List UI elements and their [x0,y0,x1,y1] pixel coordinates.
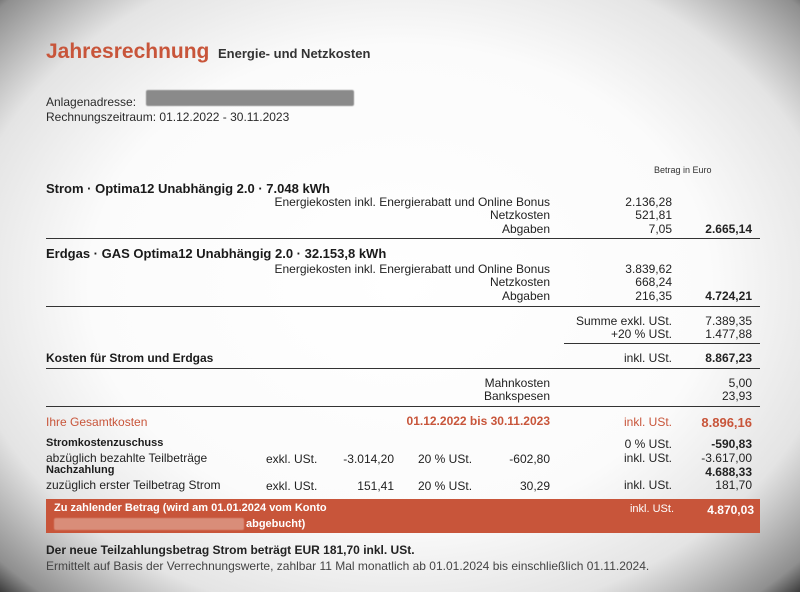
strom-total: 2.665,14 [705,222,752,236]
strom-row-label: Abgaben [501,222,550,236]
redacted-address [146,90,354,106]
erster-teilbetrag-value: 181,70 [715,478,752,492]
sum-excl-label: Summe exkl. USt. [575,314,672,328]
amount-column-header: Betrag in Euro [654,165,712,175]
teilbetraege-vat: -602,80 [509,452,550,466]
nachzahlung-label: Nachzahlung [46,464,115,476]
amount-due-label-end: abgebucht) [246,518,306,530]
new-installment-note: Der neue Teilzahlungsbetrag Strom beträgt EUR 181,70 inkl. USt. [46,543,415,557]
erdgas-row-label: Energiekosten inkl. Energierabatt und Online Bonus [274,262,550,276]
nachzahlung-value: 4.688,33 [705,465,752,479]
vat-value: 1.477,88 [705,327,752,341]
erster-teilbetrag-label: zuzüglich erster Teilbetrag Strom [46,478,221,492]
gesamt-tax: inkl. USt. [623,415,672,429]
amount-due-value: 4.870,03 [707,503,754,517]
invoice-title: Jahresrechnung [46,40,210,63]
teilbetraege-vat-label: 20 % USt. [418,452,473,466]
invoice-subtitle: Energie- und Netzkosten [218,46,371,61]
strom-row-label: Netzkosten [489,208,550,222]
vat-label: +20 % USt. [610,327,672,341]
divider [46,368,760,369]
erdgas-row-value: 668,24 [635,275,672,289]
divider [46,406,760,407]
sum-excl-value: 7.389,35 [705,314,752,328]
billing-period: Rechnungszeitraum: 01.12.2022 - 30.11.2023 [46,110,290,124]
erdgas-row-label: Abgaben [501,289,550,303]
strom-row-value: 7,05 [648,222,672,236]
strom-row-value: 521,81 [635,208,672,222]
teilbetraege-excl: exkl. USt. [266,452,318,466]
strom-row-label: Energiekosten inkl. Energierabatt und Online Bonus [274,195,550,209]
bankspesen-label: Bankspesen [483,389,550,403]
amount-due-tax: inkl. USt. [629,503,674,515]
erster-teilbetrag-vat-label: 20 % USt. [418,479,473,493]
gesamt-label: Ihre Gesamtkosten [46,415,148,429]
erster-teilbetrag-net: 151,41 [357,479,394,493]
zuschuss-value: -590,83 [711,437,752,451]
divider [46,238,760,239]
address-label: Anlagenadresse: [46,95,137,109]
erdgas-row-value: 3.839,62 [625,262,672,276]
teilbetraege-tax: inkl. USt. [623,451,672,465]
erdgas-row-value: 216,35 [635,289,672,303]
teilbetraege-net: -3.014,20 [343,452,394,466]
erdgas-row-label: Netzkosten [489,275,550,289]
erdgas-section-title: Erdgas · GAS Optima12 Unabhängig 2.0 · 32.153,8 kWh [46,246,387,261]
kosten-tax: inkl. USt. [623,351,672,365]
gesamt-period: 01.12.2022 bis 30.11.2023 [406,414,550,428]
erdgas-total: 4.724,21 [705,289,752,303]
redacted-account [54,518,244,530]
mahnkosten-value: 5,00 [728,376,752,390]
strom-section-title: Strom · Optima12 Unabhängig 2.0 · 7.048 kWh [46,181,330,196]
erster-teilbetrag-excl: exkl. USt. [266,479,318,493]
erster-teilbetrag-vat: 30,29 [519,479,550,493]
divider [46,306,760,307]
divider [564,343,760,344]
strom-row-value: 2.136,28 [625,195,672,209]
installment-details-note: Ermittelt auf Basis der Verrechnungswerte, zahlbar 11 Mal monatlich ab 01.01.2024 bis einschließlich 01.11.2024. [46,559,650,573]
teilbetraege-label: abzüglich bezahlte Teilbeträge [46,451,208,465]
gesamt-value: 8.896,16 [701,415,752,430]
teilbetraege-value: -3.617,00 [701,451,752,465]
bankspesen-value: 23,93 [721,389,752,403]
zuschuss-tax: 0 % USt. [624,437,672,451]
kosten-label: Kosten für Strom und Erdgas [46,351,214,365]
kosten-value: 8.867,23 [705,351,752,365]
erster-teilbetrag-tax: inkl. USt. [623,478,672,492]
mahnkosten-label: Mahnkosten [484,376,550,390]
zuschuss-label: Stromkostenzuschuss [46,437,164,449]
amount-due-label: Zu zahlender Betrag (wird am 01.01.2024 vom Konto [54,502,327,514]
